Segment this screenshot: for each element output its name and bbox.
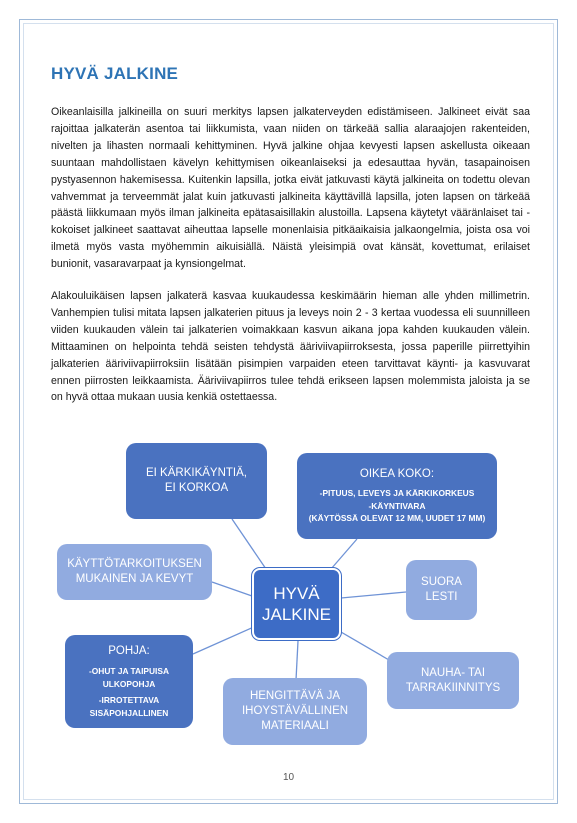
connector-heel: [232, 519, 266, 569]
node-correct-size-label: OIKEA KOKO:: [359, 468, 435, 481]
connector-sole: [193, 626, 256, 654]
node-correct-size-sub-1: -PITUUS, LEVEYS JA KÄRKIKORKEUS: [319, 488, 475, 499]
connector-fastening: [341, 632, 389, 660]
node-correct-size-sub-3: (KÄYTÖSSÄ OLEVAT 12 MM, UUDET 17 MM): [308, 513, 486, 524]
node-no-heel: [126, 443, 267, 519]
node-sole-label: POHJA:: [108, 645, 150, 657]
page-title: HYVÄ JALKINE: [51, 64, 179, 83]
node-purpose: [57, 544, 212, 600]
node-material: [223, 678, 367, 745]
node-material-label: HENGITTÄVÄ JA IHOYSTÄVÄLLINEN MATERIAALI: [241, 690, 349, 732]
connector-last: [341, 592, 406, 598]
node-straight-last-label: SUORA LESTI: [421, 576, 462, 603]
page-number: 10: [282, 772, 295, 783]
connector-size: [331, 539, 357, 569]
connector-material: [296, 641, 298, 680]
node-fastening: [387, 652, 519, 709]
node-correct-size: [297, 453, 497, 539]
node-purpose-label: KÄYTTÖTARKOITUKSEN MUKAINEN JA KEVYT: [67, 558, 202, 585]
node-straight-last: [406, 560, 477, 620]
node-correct-size-sub-2: -KÄYNTIVARA: [368, 500, 426, 511]
paragraph-intro: Oikeanlaisilla jalkineilla on suuri merkitys lapsen jalkaterveyden edistämiseen. Jalkineet eivät saa rajoittaa jalkaterän asentoa tai liikkumista, vaan niiden on tärkeää sallia alaraajojen rakenteiden, nivelten ja lihasten normaali kehittyminen. Hyvä jalkine ohjaa kevyesti lapsen askellusta oikeaan suuntaan mahdollistaen kävelyn kehittymisen oikeanlaiseksi ja edesauttaa hyvän, tasapainoisen pystyasennon hakemisessa. Kuitenkin lapsilla, jotka eivät jatkuvasti käytä jalkineita on todettu olevan vahvemmat ja terveemmät jalat kuin jatkuvasti jalkineita käyttävillä lapsilla, joten lapsen on tärkeää päästä liikkumaan myös ilman jalkineita epätasaisillakin alustoilla. Lapsena käytetyt vääränlaiset tai -kokoiset jalkineet saattavat aiheuttaa lapselle monenlaisia pitkäaikaisia jalkaongelmia, joista osa voi ilmetä myös vasta myöhemmin aikuisiällä. Näistä yleisimpiä ovat känsät, kovettumat, erilaiset bunionit, vasaravarpaat ja kynsiongelmat.: [51, 106, 530, 271]
connector-purpose: [212, 582, 252, 596]
node-sole-sub-2: -IRROTETTAVA SISÄPOHJALLINEN: [89, 695, 169, 718]
center-node: HYVÄ JALKINE: [252, 568, 341, 640]
node-sole-sub-1: -OHUT JA TAIPUISA ULKOPOHJA: [88, 666, 170, 689]
node-no-heel-label: EI KÄRKIKÄYNTIÄ, EI KORKOA: [146, 467, 247, 494]
node-fastening-label: NAUHA- TAI TARRAKIINNITYS: [405, 666, 501, 694]
node-sole: [65, 635, 193, 728]
paragraph-measuring: Alakouluikäisen lapsen jalkaterä kasvaa kuukaudessa keskimäärin hieman alle yhden millimetrin. Vanhempien tulisi mitata lapsen jalkaterien pituus ja leveys noin 2 - 3 kertaa vuodessa eli suunnilleen viiden kuukauden välein tai jalkaterien voimakkaan kasvun aikana jopa kahden kuukauden välein. Mittaaminen on helpointa tehdä seisten tehdystä ääriviivapiirroksesta, jossa paperille piirrettyihin jalkaterien ääriviivapiirroksiin lisätään pisimpien varpaiden eteen tarvittavat käynti- ja kasvuvarat ennen piirrosten leikkaamista. Ääriviivapiirros tulee tehdä erikseen lapsen molemmista jaloista ja se on hyvä ottaa mukaan uusia kenkiä ostettaessa.: [51, 290, 530, 404]
